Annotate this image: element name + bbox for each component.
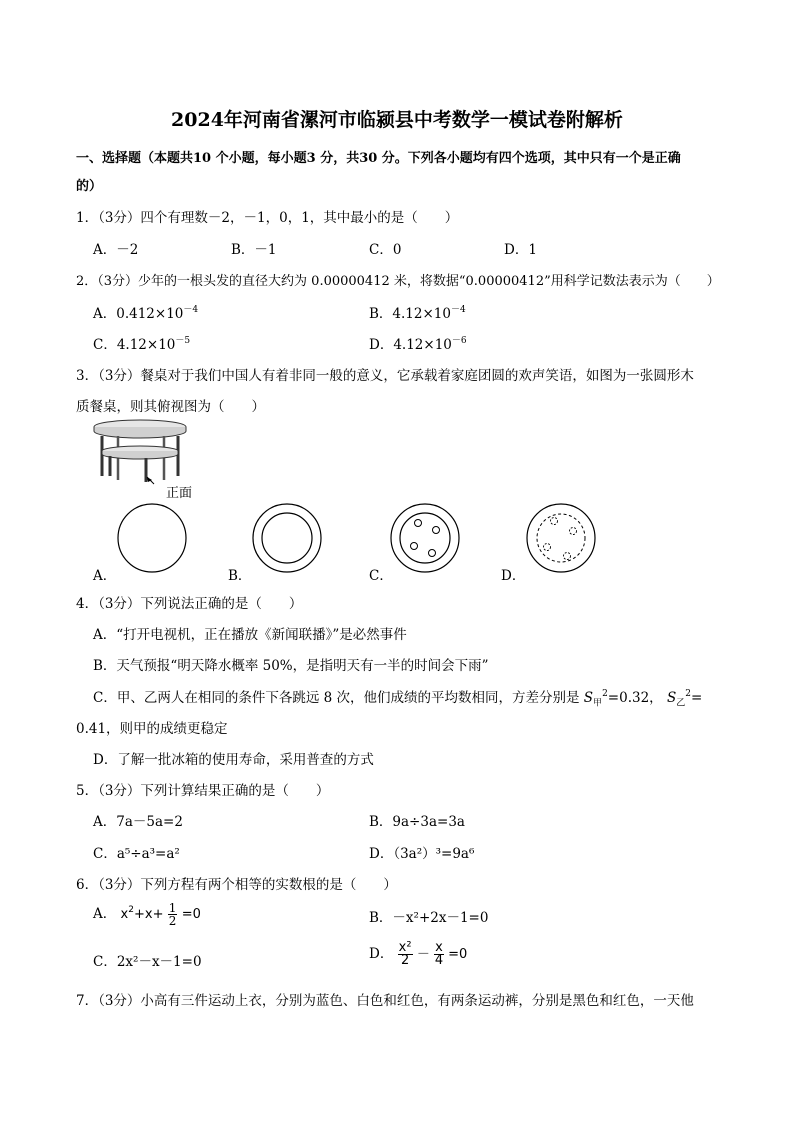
question-2-stem: 2．（3分）少年的一根头发的直径大约为 0.00000412 米，将数据“0.00000412”用科学记数法表示为（ ） [76,274,720,289]
option-c-figure [389,502,461,574]
question-1-option-a: A．－2 [93,242,139,258]
option-d-figure [525,502,597,574]
question-4-option-c-cont: 0.41，则甲的成绩更稳定 [76,721,228,737]
section-heading-line2: 的） [76,179,103,194]
question-1-option-c: C．0 [369,242,402,258]
question-3-stem-line2: 质餐桌，则其俯视图为（ ） [76,399,265,415]
question-2-option-c: C．$4.12\times 10^{-5}$ [93,336,191,353]
question-3-option-a: A． [93,568,117,584]
question-1-option-b: B．－1 [231,242,277,258]
question-6-option-b: B．－x²+2x－1=0 [369,910,489,926]
question-4-stem: 4．（3分）下列说法正确的是（ ） [76,596,303,612]
question-4-option-b: B．天气预报“明天降水概率 50%，是指明天有一半的时间会下雨” [93,658,489,674]
question-3-stem-line1: 3．（3分）餐桌对于我们中国人有着非同一般的意义，它承载着家庭团圆的欢声笑语，如图为一张圆形木 [76,368,694,384]
page-title: 2024年河南省漯河市临颍县中考数学一模试卷附解析 [171,109,623,131]
question-6-stem: 6．（3分）下列方程有两个相等的实数根的是（ ） [76,877,397,893]
question-6-option-c: C．2x²－x－1=0 [93,954,202,970]
question-2-option-a: A．$0.412\times 10^{-4}$ [93,305,199,322]
question-2-option-b: B．$4.12\times 10^{-4}$ [369,305,466,322]
option-b-figure [251,502,323,574]
question-5-option-d: D．（3a²）³=9a⁶ [369,846,475,862]
front-label: 正面 [166,486,193,501]
question-1-option-d: D．1 [504,242,537,258]
section-heading-line1: 一、选择题（本题共10 个小题，每小题3 分，共30 分。下列各小题均有四个选项，其中只有一个是正确 [76,151,681,166]
question-5-option-c: C．a⁵÷a³=a² [93,846,180,862]
question-4-option-c: C．甲、乙两人在相同的条件下各跳远 8 次，他们成绩的平均数相同，方差分别是 $S_甲^2=0.32$， $S_乙^2=$ [93,689,703,709]
option-a-figure [116,502,188,574]
question-3-option-d: D． [501,568,526,584]
question-7-stem: 7．（3分）小高有三件运动上衣，分别为蓝色、白色和红色，有两条运动裤，分别是黑色和红色，一天他 [76,993,694,1009]
question-6-option-a: A． $x^2+x+$ $\frac{1}{2}$ =0 [93,901,201,928]
question-5-option-a: A．7a－5a=2 [93,814,183,830]
question-4-option-a: A．“打开电视机，正在播放《新闻联播》”是必然事件 [93,627,407,643]
question-2-option-d: D．$4.12\times 10^{-6}$ [369,336,467,353]
question-6-option-d: D． $\frac{\text{x²}}{2}$ － $\frac{x}{4}$ =0 [369,940,468,968]
question-1-stem: 1．（3分）四个有理数－2，－1，0，1，其中最小的是（ ） [76,210,459,226]
question-5-stem: 5．（3分）下列计算结果正确的是（ ） [76,783,330,799]
question-3-option-c: C． [369,568,393,584]
question-4-option-d: D．了解一批冰箱的使用寿命，采用普查的方式 [93,752,374,768]
question-5-option-b: B．9a÷3a=3a [369,814,465,830]
question-3-option-b: B． [228,568,252,584]
